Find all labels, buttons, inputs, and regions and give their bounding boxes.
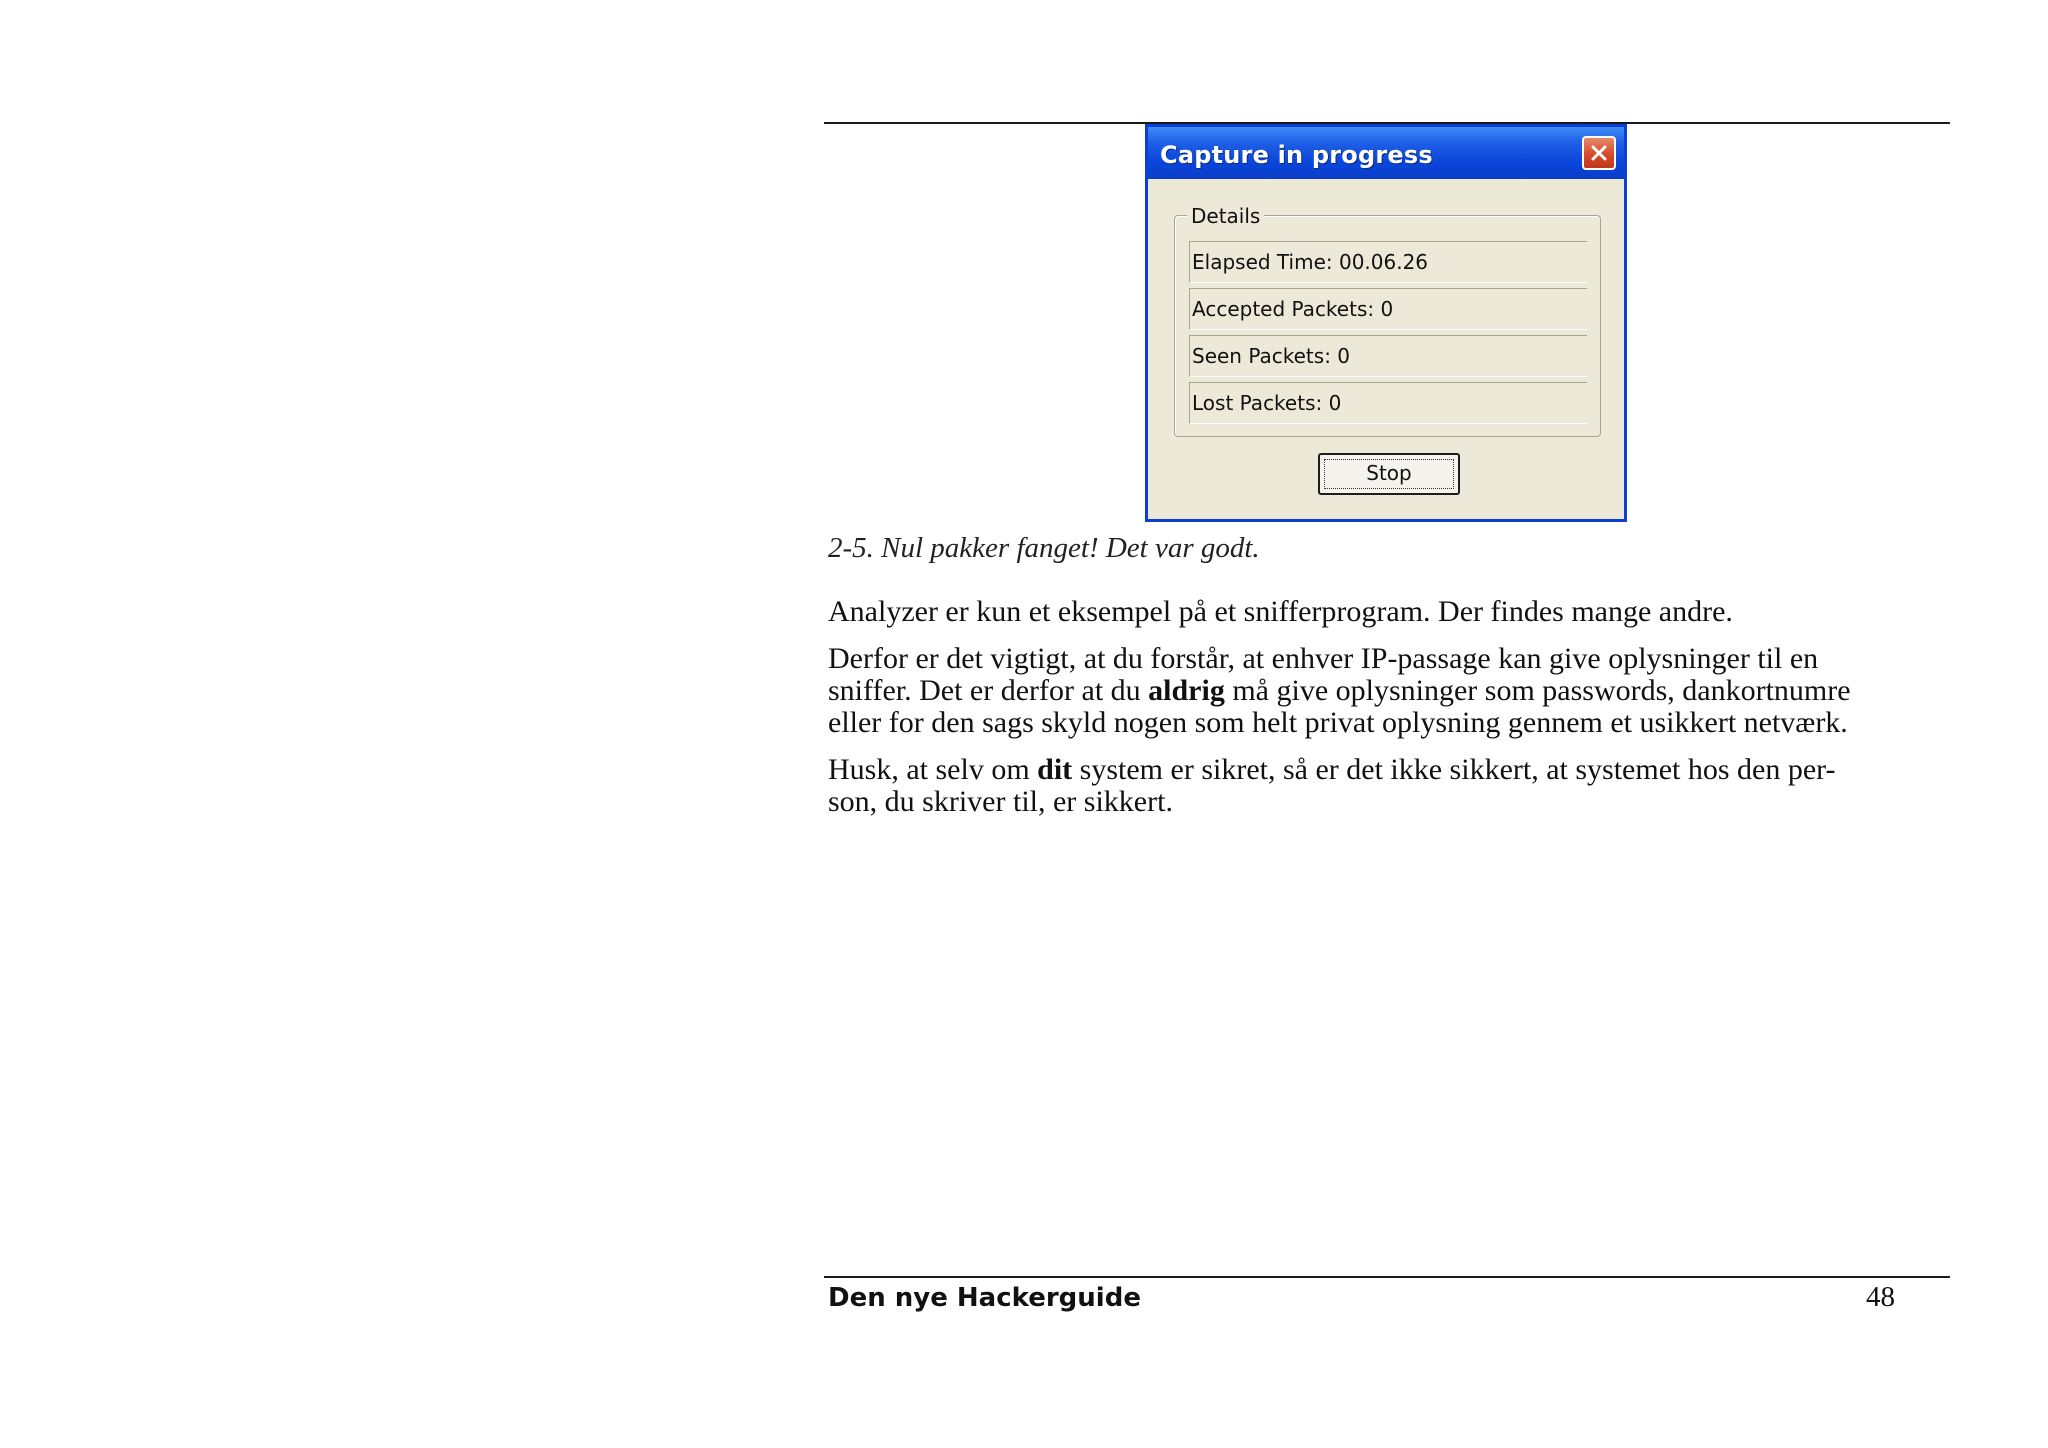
paragraph-2-line-2-start: sniffer. Det er derfor at du (828, 674, 1149, 707)
emphasis-dit: dit (1037, 753, 1073, 786)
seen-packets-field: Seen Packets: 0 (1189, 335, 1587, 377)
close-glyph (1591, 145, 1607, 161)
details-legend: Details (1187, 204, 1264, 228)
footer-rule (824, 1276, 1950, 1278)
stop-button-label: Stop (1366, 461, 1412, 485)
emphasis-aldrig: aldrig (1148, 674, 1225, 707)
dialog-title-bar (1148, 127, 1624, 179)
paragraph-3-line-1 (828, 754, 1948, 786)
paragraph-1 (828, 596, 1948, 628)
accepted-packets-field: Accepted Packets: 0 (1189, 288, 1587, 330)
paragraph-3-line-1-start: Husk, at selv om (828, 753, 1038, 786)
close-x-icon[interactable] (1582, 136, 1616, 170)
dialog-title: Capture in progress (1160, 141, 1433, 169)
paragraph-3 (828, 754, 1948, 818)
paragraph-3-line-2: son, du skriver til, er sikkert. (828, 785, 1173, 818)
lost-packets-field: Lost Packets: 0 (1189, 382, 1587, 424)
paragraph-2-line-1: Derfor er det vigtigt, at du forstår, at enhver IP-passage kan give oplysninger til en (828, 642, 1819, 675)
elapsed-time-field: Elapsed Time: 00.06.26 (1189, 241, 1587, 283)
paragraph-2-line-2 (828, 675, 1948, 707)
details-groupbox (1174, 204, 1601, 437)
stop-button[interactable] (1318, 453, 1460, 495)
paragraph-2 (828, 643, 1948, 739)
footer-book-title: Den nye Hackerguide (828, 1283, 1141, 1313)
page-number: 48 (1866, 1281, 1895, 1313)
paragraph-2-line-2-end: må give oplysninger som passwords, dankortnumre (1224, 674, 1851, 707)
paragraph-3-line-1-end: system er sikret, så er det ikke sikkert, at systemet hos den per- (1072, 753, 1836, 786)
paragraph-1-text: Analyzer er kun et eksempel på et snifferprogram. Der findes mange andre. (828, 595, 1733, 628)
figure-caption: 2-5. Nul pakker fanget! Det var godt. (828, 532, 1260, 564)
capture-dialog (1145, 124, 1627, 522)
paragraph-2-line-3: eller for den sags skyld nogen som helt privat oplysning gennem et usikkert netværk. (828, 706, 1848, 739)
focus-rectangle (1324, 459, 1454, 489)
